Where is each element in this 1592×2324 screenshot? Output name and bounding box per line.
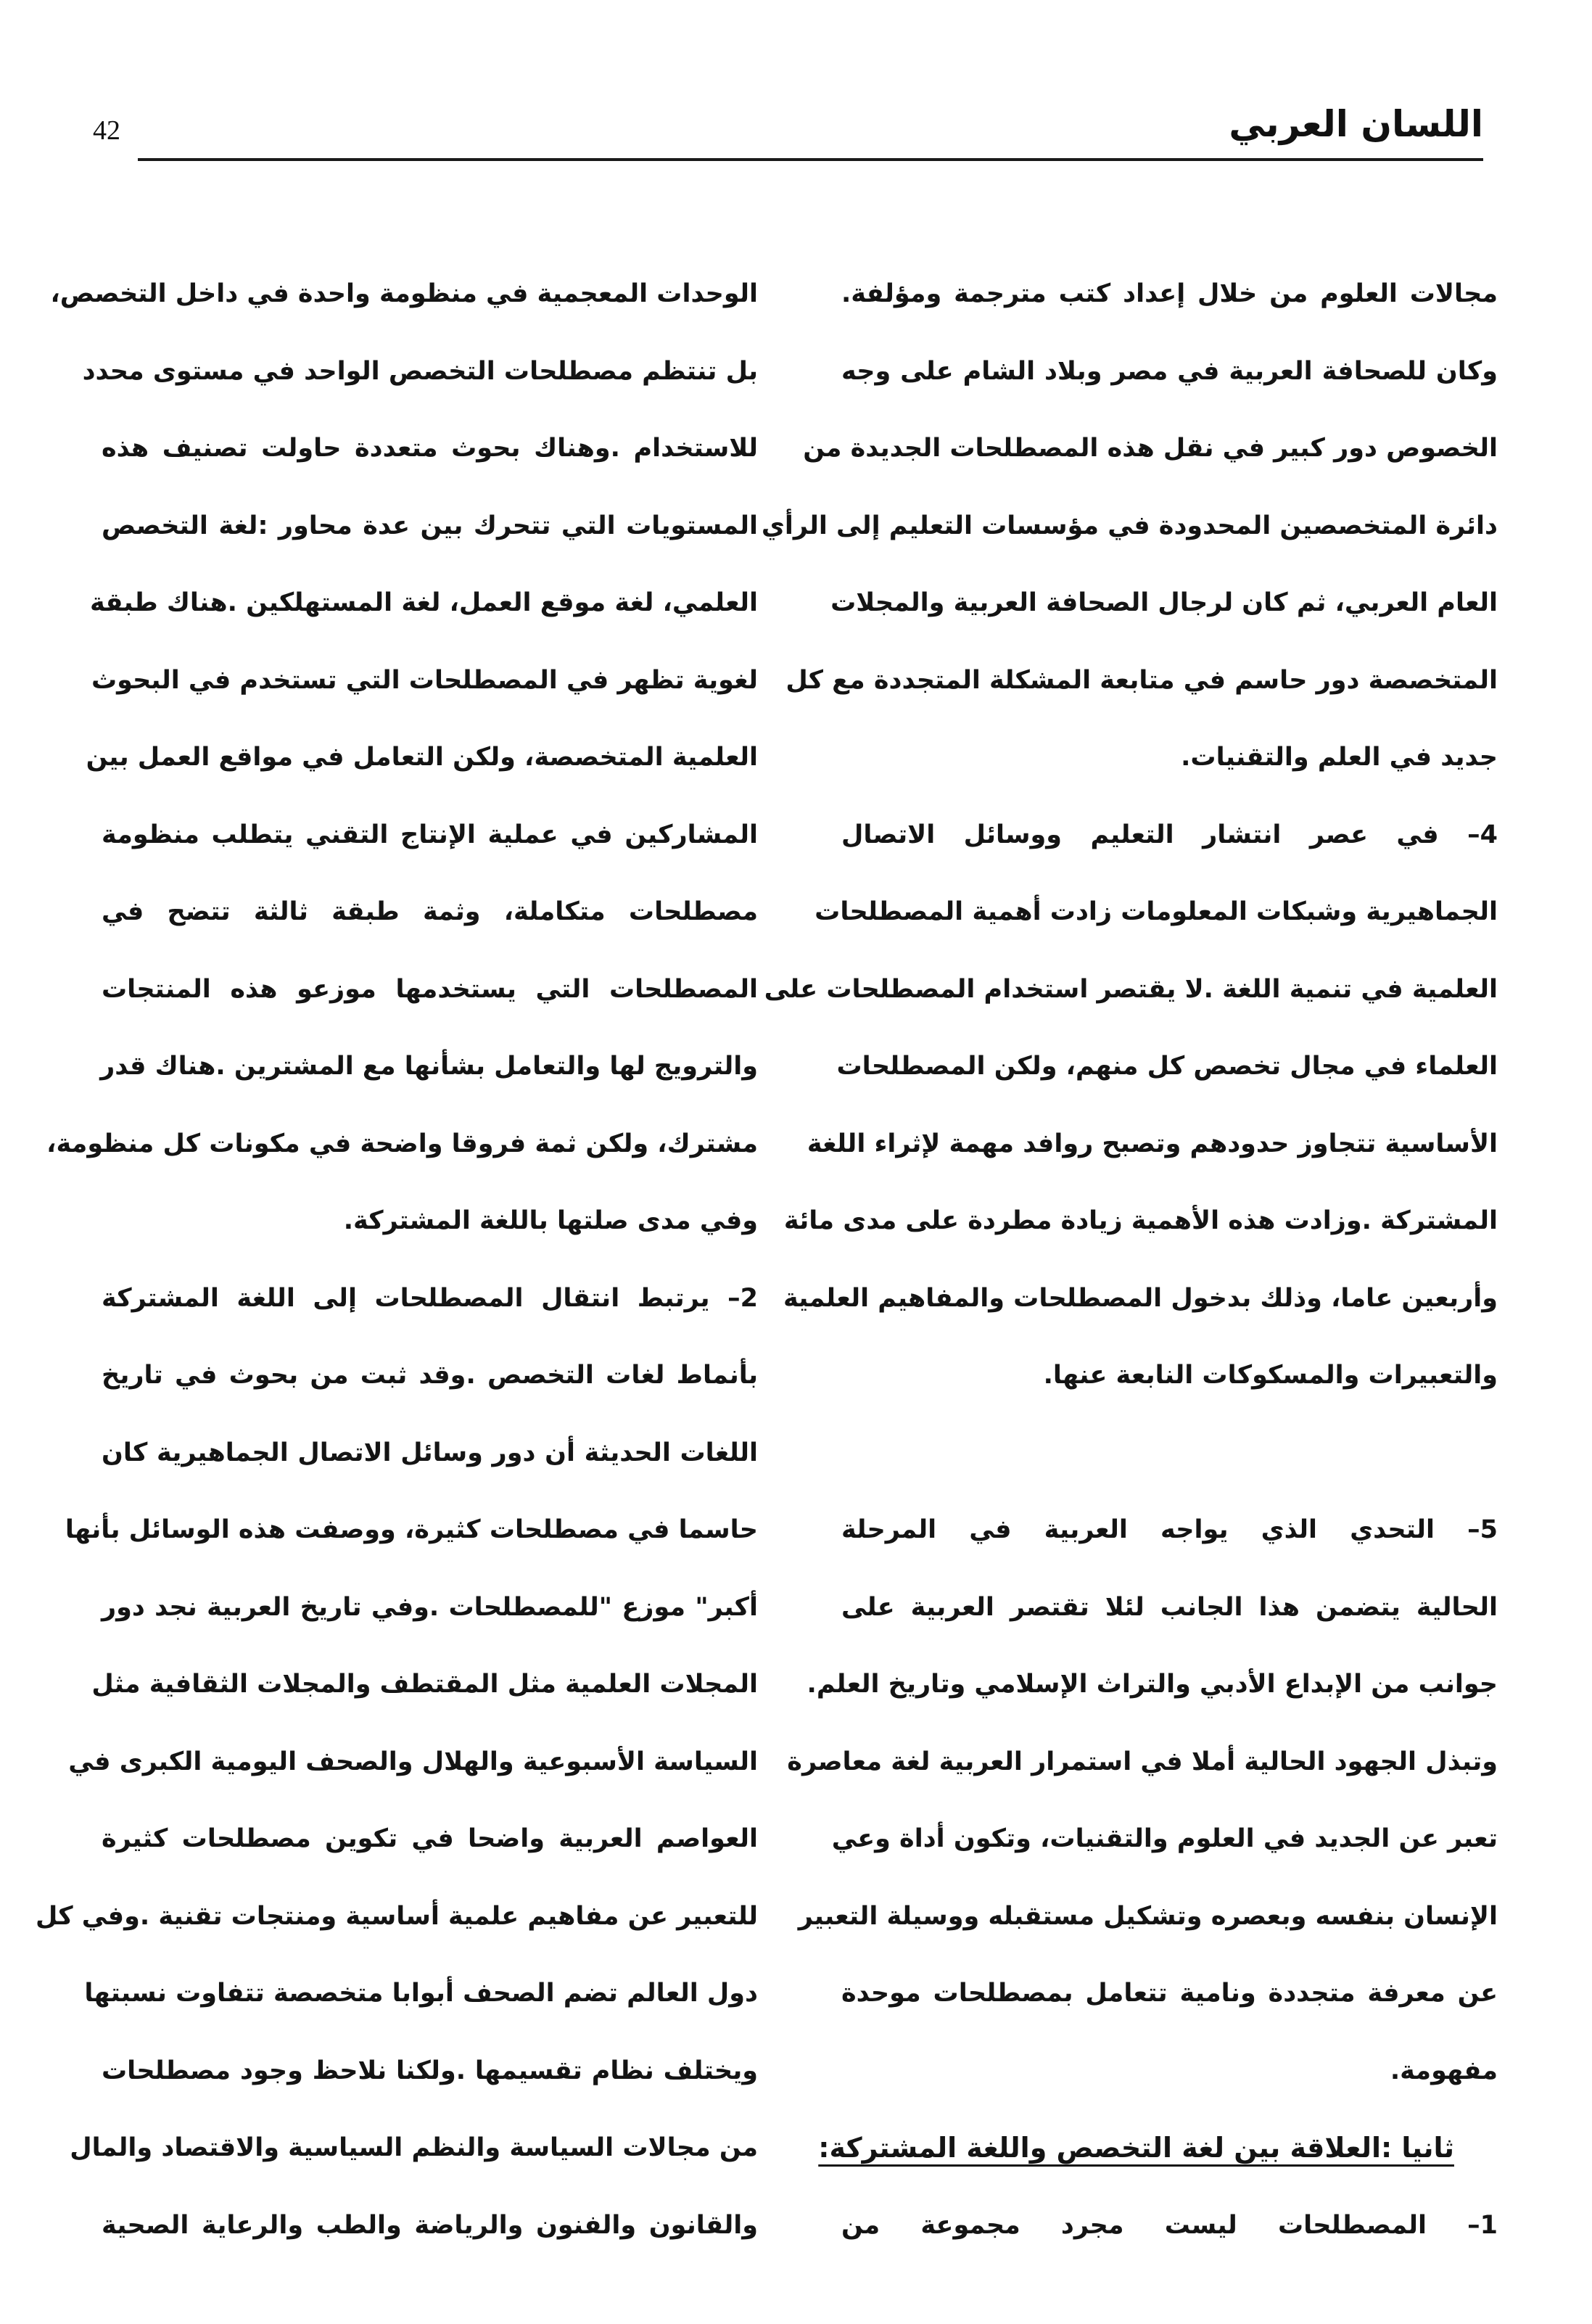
text-line: مصطلحات متكاملة، وثمة طبقة ثالثة تتضح في	[102, 897, 758, 926]
text-line: وتبذل الجهود الحالية أملا في استمرار العربية لغة معاصرة	[787, 1747, 1498, 1776]
text-line: العواصم العربية واضحا في تكوين مصطلحات كثيرة	[102, 1824, 758, 1853]
text-line: والتعبيرات والمسكوكات النابعة عنها.	[1043, 1361, 1498, 1390]
text-line: عن معرفة متجددة ونامية تتعامل بمصطلحات موحدة	[841, 1979, 1498, 2008]
paragraph-gap	[841, 1414, 1498, 1492]
text-line: من مجالات السياسة والنظم السياسية والاقتصاد والمال	[70, 2133, 758, 2162]
text-line: اللغات الحديثة أن دور وسائل الاتصال الجماهيرية كان	[102, 1438, 758, 1467]
text-line: المصطلحات التي يستخدمها موزعو هذه المنتجات	[102, 974, 758, 1004]
text-line: العلمية المتخصصة، ولكن التعامل في مواقع العمل بين	[86, 743, 758, 772]
left-column	[35, 255, 758, 2264]
text-line: وأربعين عاما، وذلك بدخول المصطلحات والمفاهيم العلمية	[783, 1283, 1498, 1313]
text-line: 1– المصطلحات ليست مجرد مجموعة من	[841, 2210, 1498, 2240]
text-line: العلماء في مجال تخصص كل منهم، ولكن المصطلحات	[836, 1052, 1498, 1081]
text-line: المجلات العلمية مثل المقتطف والمجلات الثقافية مثل	[91, 1670, 758, 1699]
text-line: مجالات العلوم من خلال إعداد كتب مترجمة ومؤلفة.	[841, 279, 1498, 308]
text-line: الخصوص دور كبير في نقل هذه المصطلحات الجديدة من	[803, 434, 1498, 463]
text-line: مفهومة.	[1390, 2056, 1498, 2085]
text-line: العام العربي، ثم كان لرجال الصحافة العربية والمجلات	[830, 588, 1498, 617]
text-line: 2– يرتبط انتقال المصطلحات إلى اللغة المشتركة	[102, 1283, 758, 1313]
text-line: 5– التحدي الذي يواجه العربية في المرحلة	[841, 1515, 1498, 1544]
text-line: أكبر" موزع "للمصطلحات .وفي تاريخ العربية نجد دور	[102, 1592, 758, 1622]
text-line: بل تنتظم مصطلحات التخصص الواحد في مستوى محدد	[82, 356, 758, 386]
text-line: الجماهيرية وشبكات المعلومات زادت أهمية المصطلحات	[814, 897, 1498, 926]
page-number: 42	[93, 115, 120, 146]
text-line: تعبر عن الجديد في العلوم والتقنيات، وتكون أداة وعي	[831, 1824, 1498, 1853]
section-heading: ثانيا :العلاقة بين لغة التخصص واللغة المشتركة:	[818, 2132, 1454, 2164]
text-line: مشترك، ولكن ثمة فروقا واضحة في مكونات كل منظومة،	[46, 1129, 758, 1158]
text-line: 4– في عصر انتشار التعليم ووسائل الاتصال	[841, 820, 1498, 849]
text-line: دول العالم تضم الصحف أبوابا متخصصة تتفاوت نسبتها	[84, 1979, 758, 2008]
text-line: الحالية يتضمن هذا الجانب لئلا تقتصر العربية على	[841, 1592, 1498, 1622]
text-line: الإنسان بنفسه وبعصره وتشكيل مستقبله ووسيلة التعبير	[798, 1901, 1498, 1931]
text-line: الوحدات المعجمية في منظومة واحدة في داخل التخصص،	[50, 279, 758, 308]
text-line: المتخصصة دور حاسم في متابعة المشكلة المتجددة مع كل	[785, 665, 1498, 695]
text-line: للتعبير عن مفاهيم علمية أساسية ومنتجات تقنية .وفي كل	[35, 1901, 758, 1931]
text-line: حاسما في مصطلحات كثيرة، ووصفت هذه الوسائل بأنها	[65, 1515, 758, 1544]
text-line: وكان للصحافة العربية في مصر وبلاد الشام على وجه	[841, 356, 1498, 386]
text-line: والترويج لها والتعامل بشأنها مع المشترين .هناك قدر	[100, 1052, 758, 1081]
text-line: للاستخدام .وهناك بحوث متعددة حاولت تصنيف هذه	[102, 434, 758, 463]
journal-title: اللسان العربي	[1229, 103, 1483, 145]
text-line: المستويات التي تتحرك بين عدة محاور :لغة التخصص	[102, 511, 758, 540]
text-line: العلمية في تنمية اللغة .لا يقتصر استخدام المصطلحات على	[764, 974, 1498, 1004]
text-line: المشتركة .وزادت هذه الأهمية زيادة مطردة على مدى مائة	[783, 1206, 1498, 1235]
header-rule	[138, 158, 1483, 161]
text-line: جديد في العلم والتقنيات.	[1181, 743, 1498, 772]
text-line: والقانون والفنون والرياضة والطب والرعاية الصحية	[102, 2210, 758, 2240]
text-line: بأنماط لغات التخصص .وقد ثبت من بحوث في تاريخ	[102, 1361, 758, 1390]
text-line: السياسة الأسبوعية والهلال والصحف اليومية الكبرى في	[68, 1747, 758, 1776]
text-line: ويختلف نظام تقسيمها .ولكنا نلاحظ وجود مصطلحات	[102, 2056, 758, 2085]
text-line: وفي مدى صلتها باللغة المشتركة.	[343, 1206, 758, 1235]
text-line: دائرة المتخصصين المحدودة في مؤسسات التعليم إلى الرأي	[761, 511, 1498, 540]
text-line: العلمي، لغة موقع العمل، لغة المستهلكين .هناك طبقة	[89, 588, 758, 617]
text-line: الأساسية تتجاوز حدودهم وتصبح روافد مهمة لإثراء اللغة	[807, 1129, 1498, 1158]
text-line: جوانب من الإبداع الأدبي والتراث الإسلامي وتاريخ العلم.	[807, 1670, 1498, 1699]
text-line: المشاركين في عملية الإنتاج التقني يتطلب منظومة	[102, 820, 758, 849]
text-line: لغوية تظهر في المصطلحات التي تستخدم في البحوث	[91, 665, 758, 695]
right-column	[761, 255, 1498, 2264]
